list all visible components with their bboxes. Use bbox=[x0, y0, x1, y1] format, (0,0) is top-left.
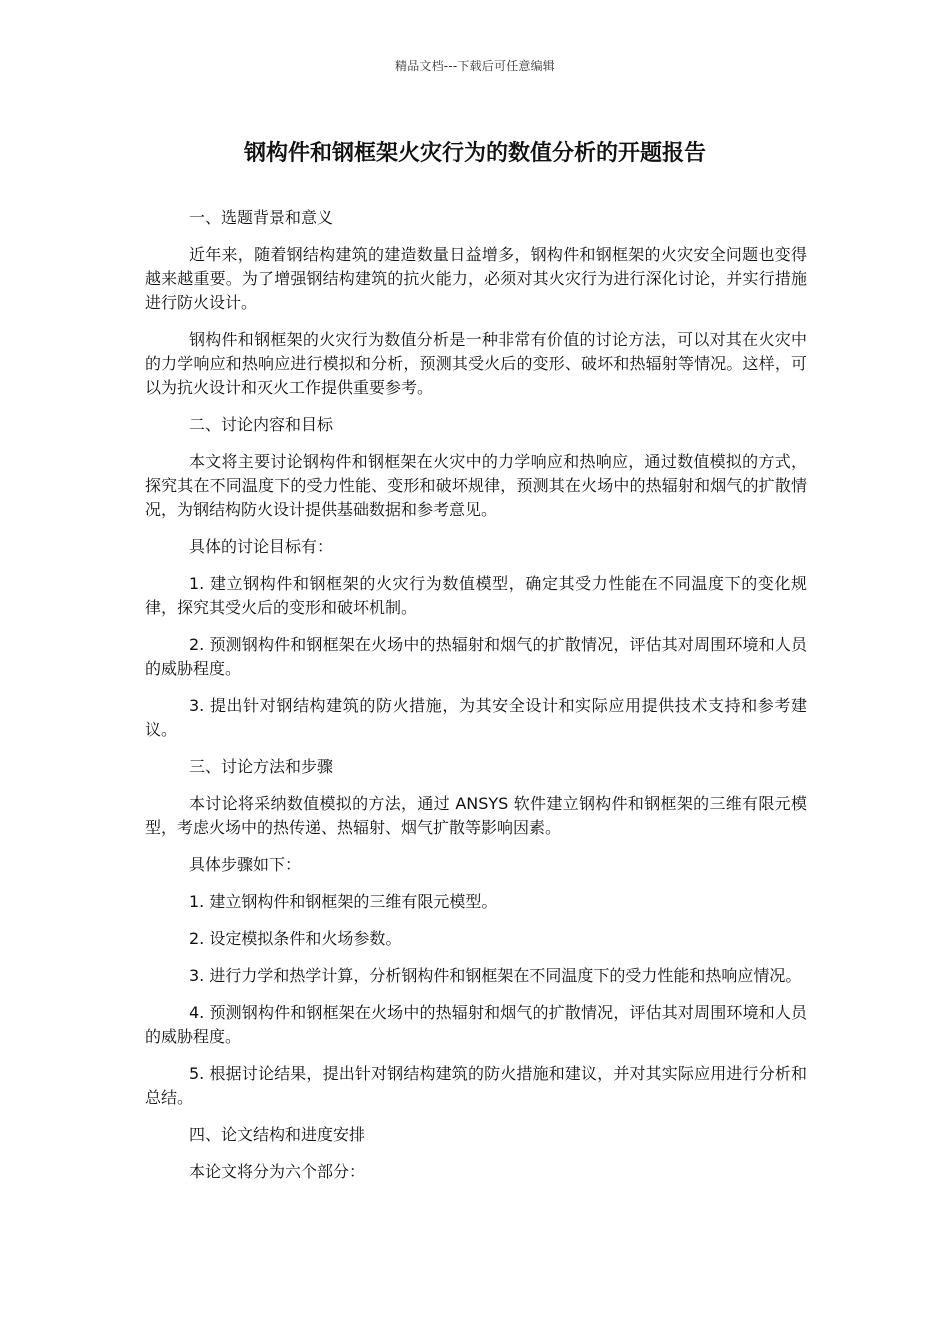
paragraph: 钢构件和钢框架的火灾行为数值分析是一种非常有价值的讨论方法，可以对其在火灾中的力学响应和热响应进行模拟和分析，预测其受火后的变形、破坏和热辐射等情况。这样，可以为抗火设计和灭火工作提供重要参考。 bbox=[145, 330, 807, 397]
paragraph: 5. 根据讨论结果，提出针对钢结构建筑的防火措施和建议，并对其实际应用进行分析和总结。 bbox=[145, 1064, 807, 1107]
page-header-note: 精品文档---下载后可任意编辑 bbox=[395, 59, 555, 73]
section-heading: 三、讨论方法和步骤 bbox=[189, 757, 334, 776]
paragraph: 3. 进行力学和热学计算，分析钢构件和钢框架在不同温度下的受力性能和热响应情况。 bbox=[189, 966, 802, 985]
paragraph: 近年来，随着钢结构建筑的建造数量日益增多，钢构件和钢框架的火灾安全问题也变得越来越重要。为了增强钢结构建筑的抗火能力，必须对其火灾行为进行深化讨论，并实行措施进行防火设计。 bbox=[145, 245, 807, 312]
paragraph: 本文将主要讨论钢构件和钢框架在火灾中的力学响应和热响应，通过数值模拟的方式，探究其在不同温度下的受力性能、变形和破坏规律，预测其在火场中的热辐射和烟气的扩散情况，为钢结构防火设计提供基础数据和参考意见。 bbox=[145, 452, 807, 519]
paragraph: 4. 预测钢构件和钢框架在火场中的热辐射和烟气的扩散情况，评估其对周围环境和人员的威胁程度。 bbox=[145, 1003, 807, 1046]
paragraph: 具体的讨论目标有： bbox=[189, 537, 334, 556]
section-heading: 二、讨论内容和目标 bbox=[189, 415, 334, 434]
paragraph: 2. 预测钢构件和钢框架在火场中的热辐射和烟气的扩散情况，评估其对周围环境和人员的威胁程度。 bbox=[145, 635, 807, 678]
document-title: 钢构件和钢框架火灾行为的数值分析的开题报告 bbox=[243, 141, 706, 166]
paragraph: 3. 提出针对钢结构建筑的防火措施，为其安全设计和实际应用提供技术支持和参考建议。 bbox=[145, 696, 807, 739]
paragraph: 2. 设定模拟条件和火场参数。 bbox=[189, 929, 402, 948]
section-heading: 一、选题背景和意义 bbox=[189, 208, 334, 227]
document-body bbox=[145, 206, 807, 1197]
paragraph: 1. 建立钢构件和钢框架的三维有限元模型。 bbox=[189, 892, 498, 911]
paragraph: 具体步骤如下： bbox=[189, 855, 302, 874]
section-heading: 四、论文结构和进度安排 bbox=[189, 1125, 366, 1144]
paragraph: 本讨论将采纳数值模拟的方法，通过 ANSYS 软件建立钢构件和钢框架的三维有限元模型，考虑火场中的热传递、热辐射、烟气扩散等影响因素。 bbox=[145, 794, 807, 837]
paragraph: 本论文将分为六个部分： bbox=[189, 1162, 366, 1181]
paragraph: 1. 建立钢构件和钢框架的火灾行为数值模型，确定其受力性能在不同温度下的变化规律，探究其受火后的变形和破坏机制。 bbox=[145, 574, 807, 617]
